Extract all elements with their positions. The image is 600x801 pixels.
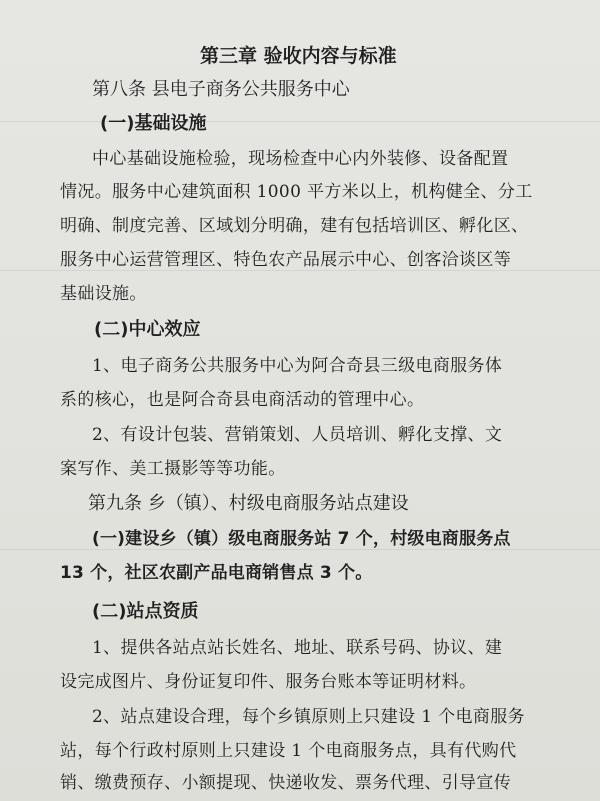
section-2-line: 系的核心，也是阿合奇县电商活动的管理中心。 — [60, 390, 425, 410]
article-9-line: 13 个，社区农副产品电商销售点 3 个。 — [60, 563, 373, 583]
section-2-line: 2、有设计包装、营销策划、人员培训、孵化支撑、文 — [92, 425, 503, 445]
section-1-line: 中心基础设施检验，现场检查中心内外装修、设备配置 — [92, 149, 509, 169]
section-3-line: 站，每个行政村原则上只建设 1 个电商服务点，具有代购代 — [60, 741, 517, 761]
section-1-line: 情况。服务中心建筑面积 1000 平方米以上，机构健全、分工 — [60, 182, 533, 202]
section-3-heading: (二)站点资质 — [92, 601, 199, 622]
article-9-heading: 第九条 乡（镇）、村级电商服务站点建设 — [88, 493, 409, 514]
section-1-line: 明确、制度完善、区域划分明确，建有包括培训区、孵化区、 — [60, 216, 529, 236]
section-3-line: 1、提供各站点站长姓名、地址、联系号码、协议、建 — [92, 638, 503, 658]
section-2-line: 案写作、美工摄影等等功能。 — [60, 459, 286, 479]
section-1-line: 基础设施。 — [60, 284, 147, 304]
section-3-line: 销、缴费预存、小额提现、快递收发、票务代理、引导宣传 — [60, 773, 512, 793]
section-2-line: 1、电子商务公共服务中心为阿合奇县三级电商服务体 — [92, 356, 503, 376]
chapter-title: 第三章 验收内容与标准 — [200, 45, 397, 67]
section-1-line: 服务中心运营管理区、特色农产品展示中心、创客洽谈区等 — [60, 250, 512, 270]
section-3-line: 设完成图片、身份证复印件、服务台账本等证明材料。 — [60, 672, 477, 692]
section-1-heading: (一)基础设施 — [100, 113, 207, 134]
section-2-heading: (二)中心效应 — [94, 319, 201, 340]
article-9-line: (一)建设乡（镇）级电商服务站 7 个，村级电商服务点 — [92, 529, 511, 549]
article-8-heading: 第八条 县电子商务公共服务中心 — [92, 79, 350, 100]
section-3-line: 2、站点建设合理，每个乡镇原则上只建设 1 个电商服务 — [92, 707, 525, 727]
